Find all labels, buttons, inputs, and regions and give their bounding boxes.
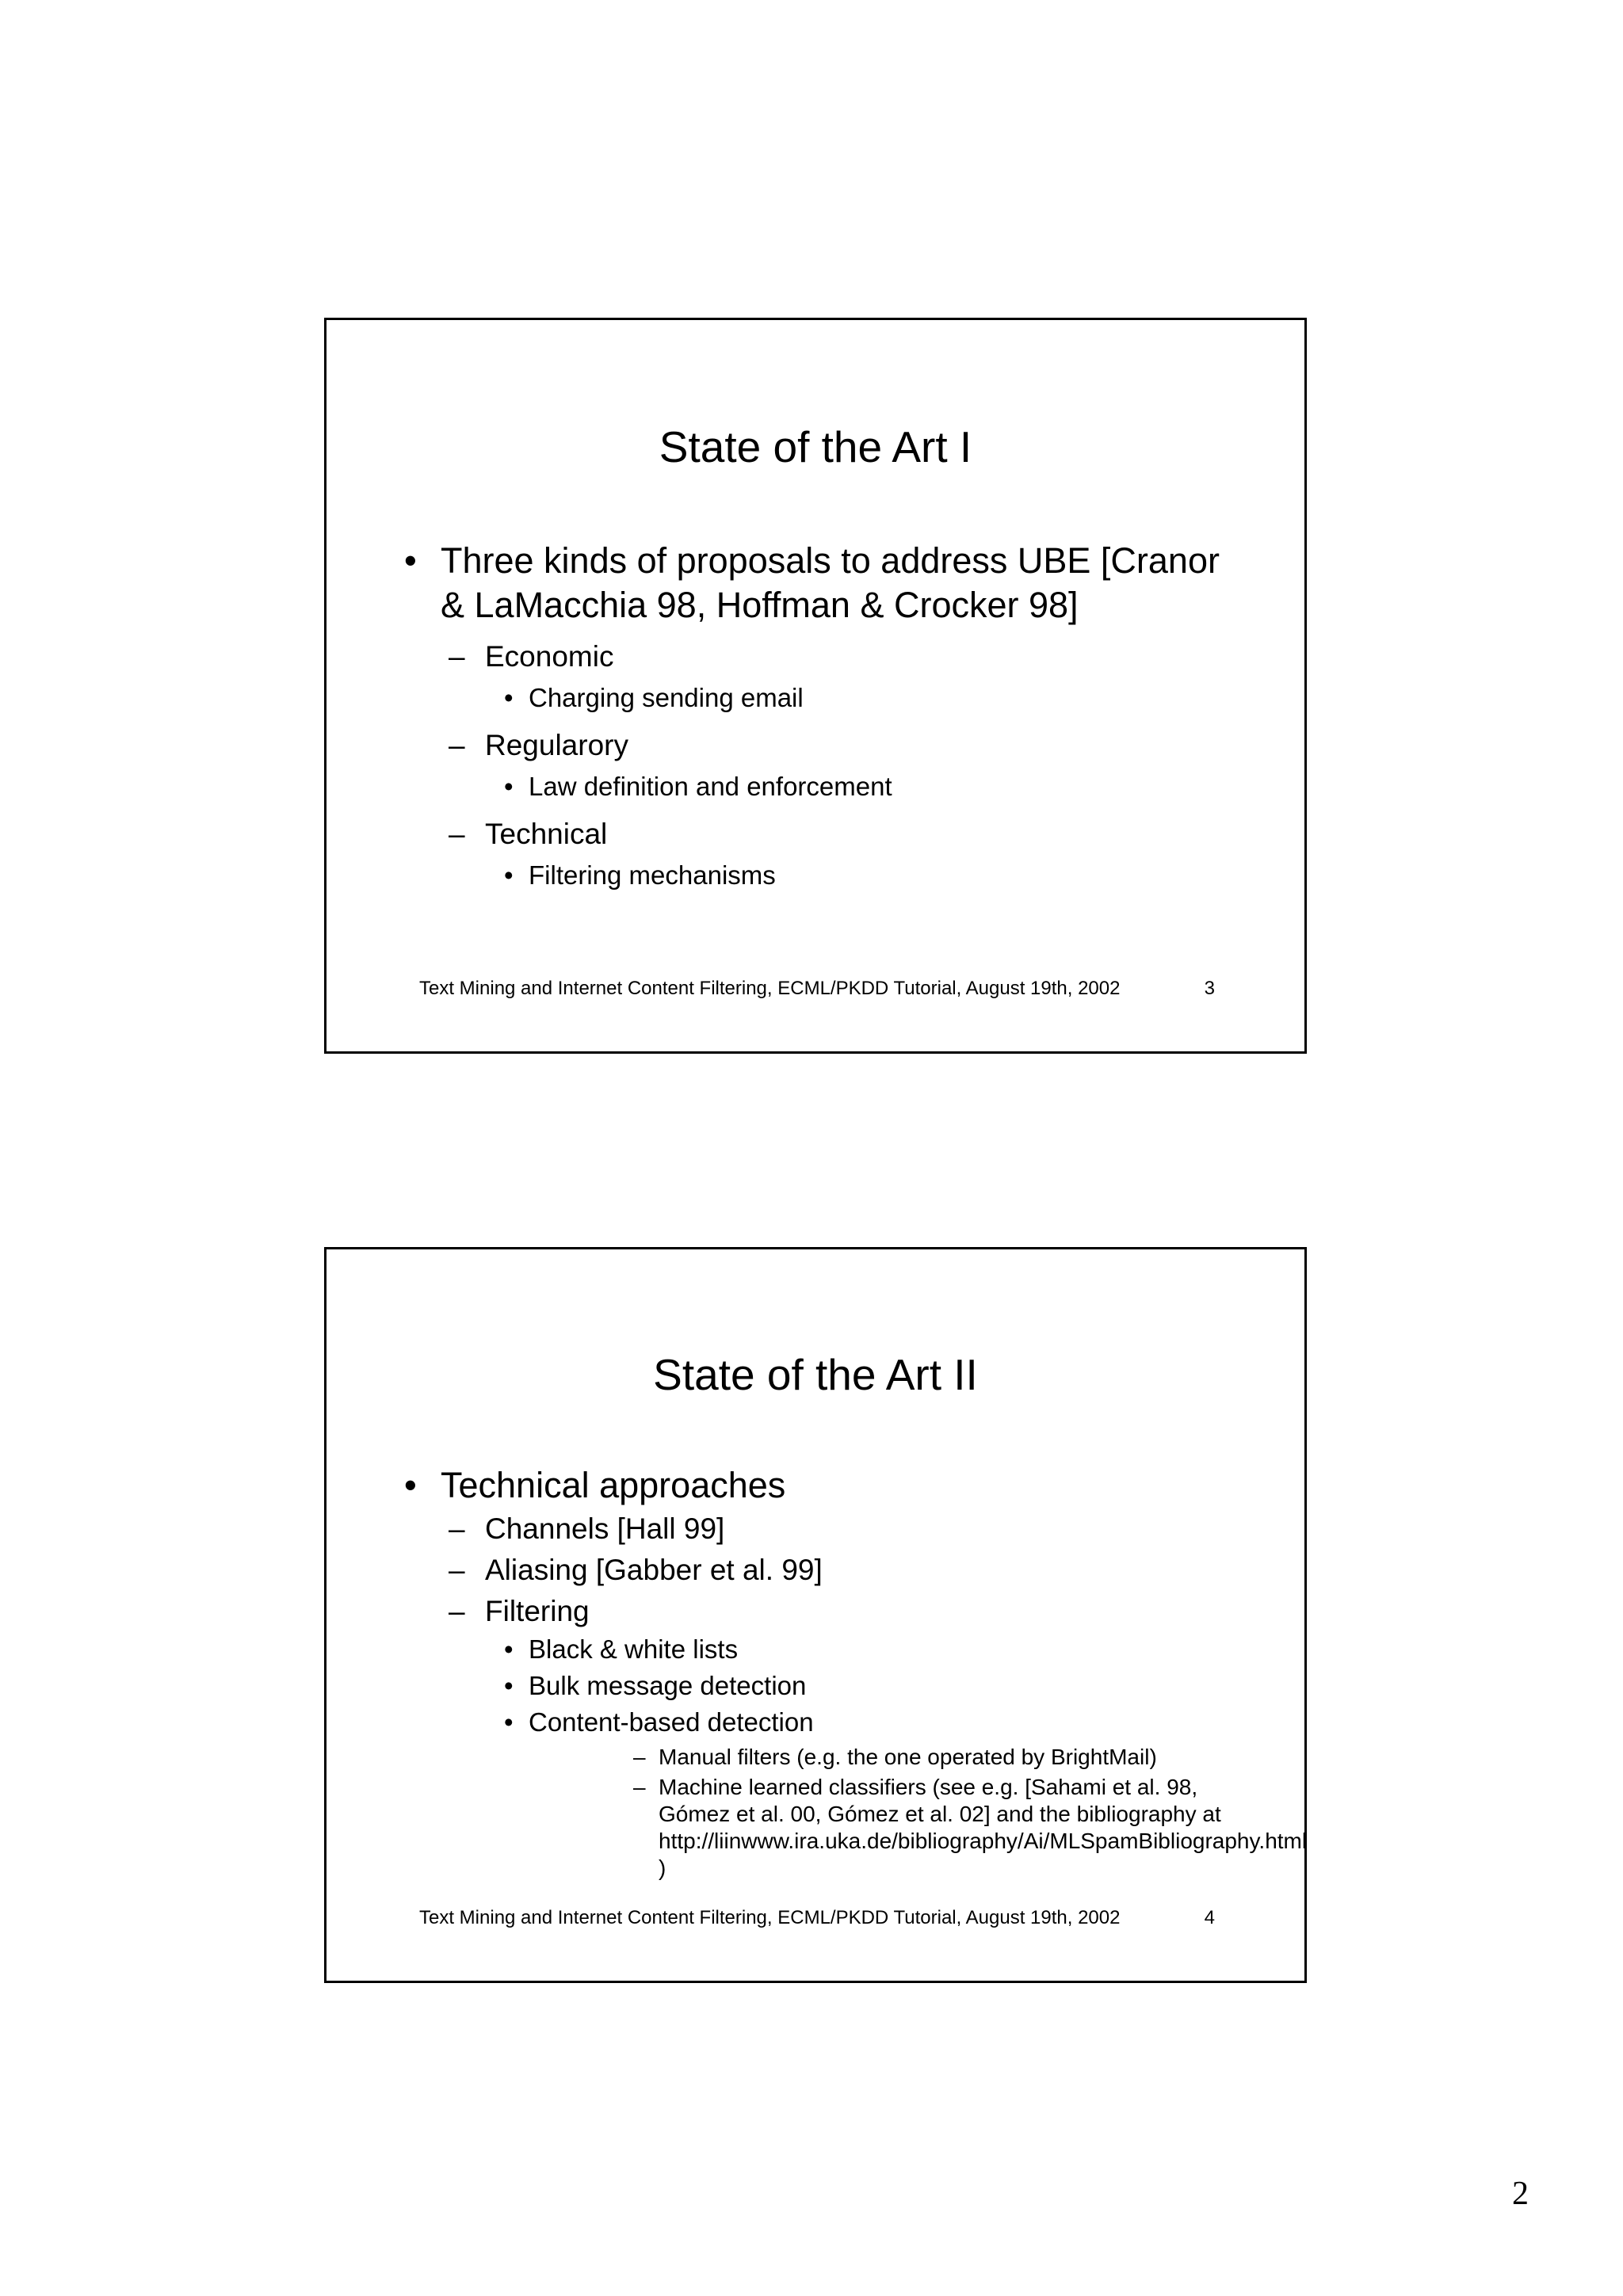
page-number: 2 <box>1512 2176 1529 2212</box>
bullet-marker: • <box>504 772 514 801</box>
bullet-text: Technical approaches <box>441 1465 786 1505</box>
slide-bullet-list <box>404 539 1229 894</box>
dash-marker: – <box>449 640 465 673</box>
bullet-text: Filtering mechanisms <box>529 860 776 890</box>
bullet-marker: • <box>504 1707 514 1737</box>
sub-bullet-item <box>404 1592 1229 1631</box>
bullet-text: Channels [Hall 99] <box>485 1512 725 1545</box>
bullet-text: Regularory <box>485 729 628 761</box>
sub-sub-bullet-item <box>404 1704 1229 1741</box>
dash-marker: – <box>633 1775 646 1799</box>
dash-marker: – <box>449 729 465 761</box>
sub-sub-bullet-item <box>404 1668 1229 1704</box>
bullet-marker: • <box>504 683 514 712</box>
sub-bullet-item <box>404 726 1229 765</box>
bullet-text: Charging sending email <box>529 683 804 712</box>
sub-sub-bullet-item <box>404 1631 1229 1668</box>
dash-marker: – <box>449 1554 465 1586</box>
bullet-text: Bulk message detection <box>529 1671 807 1700</box>
bullet-item <box>404 1463 1229 1508</box>
slide-title: State of the Art II <box>653 1350 978 1399</box>
slide-number: 3 <box>1204 978 1215 999</box>
bullet-text: Black & white lists <box>529 1634 739 1664</box>
bullet-text: Law definition and enforcement <box>529 772 892 801</box>
bullet-text: Manual filters (e.g. the one operated by BrightMail) <box>659 1745 1157 1769</box>
bullet-marker: • <box>504 1634 514 1664</box>
slide-3 <box>324 318 1307 1054</box>
bullet-text: Three kinds of proposals to address UBE [Cranor & LaMacchia 98, Hoffman & Crocker 98] <box>441 540 1220 625</box>
dash-marker: – <box>633 1745 646 1769</box>
footer-text: Text Mining and Internet Content Filtering, ECML/PKDD Tutorial, August 19th, 2002 <box>419 1907 1121 1928</box>
level4-item <box>404 1774 1308 1882</box>
dash-marker: – <box>449 818 465 850</box>
bullet-marker: • <box>404 1465 417 1505</box>
bullet-text: Aliasing [Gabber et al. 99] <box>485 1554 823 1586</box>
sub-bullet-item <box>404 1550 1229 1590</box>
sub-bullet-item <box>404 637 1229 677</box>
bullet-text: Filtering <box>485 1595 590 1627</box>
bullet-text: Economic <box>485 640 614 673</box>
slide-number: 4 <box>1204 1907 1215 1928</box>
sub-bullet-item <box>404 814 1229 854</box>
dash-marker: – <box>449 1595 465 1627</box>
bullet-text: Machine learned classifiers (see e.g. [Sahami et al. 98, Gómez et al. 00, Gómez et al. 02] and the bibliography at http://liinwww.ira.uka.de/bibliography/Ai/MLSpamBibliography.html ) <box>659 1775 1308 1880</box>
sub-sub-bullet-item <box>404 680 1229 716</box>
bullet-marker: • <box>504 1671 514 1700</box>
bullet-text: Technical <box>485 818 608 850</box>
sub-sub-bullet-item <box>404 857 1229 894</box>
dash-marker: – <box>449 1512 465 1545</box>
bullet-marker: • <box>404 540 417 581</box>
level4-item <box>404 1744 1229 1771</box>
slide-4 <box>324 1247 1307 1983</box>
bullet-marker: • <box>504 860 514 890</box>
slide-bullet-list <box>404 1463 1308 1882</box>
sub-bullet-item <box>404 1509 1229 1549</box>
bullet-item <box>404 539 1229 627</box>
sub-sub-bullet-item <box>404 769 1229 805</box>
footer-text: Text Mining and Internet Content Filtering, ECML/PKDD Tutorial, August 19th, 2002 <box>419 978 1121 999</box>
bullet-text: Content-based detection <box>529 1707 814 1737</box>
slide-title: State of the Art I <box>659 422 972 471</box>
